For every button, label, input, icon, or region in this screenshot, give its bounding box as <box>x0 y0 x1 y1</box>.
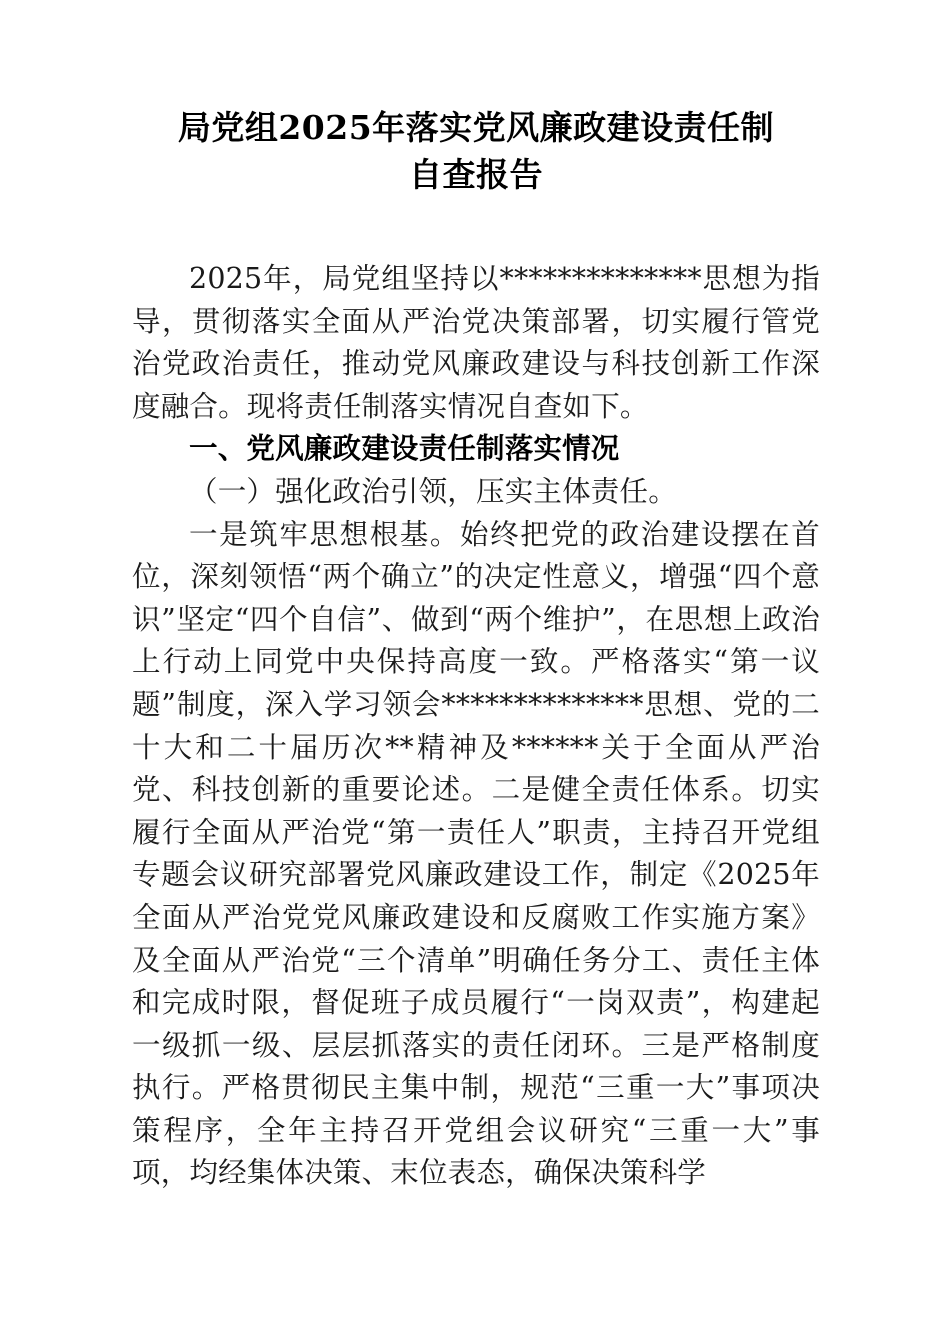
page-title-line-2: 自查报告 <box>409 155 543 194</box>
document-content <box>132 0 820 1195</box>
sub-heading-1: （一）强化政治引领，压实主体责任。 <box>189 474 677 508</box>
page-title <box>132 0 820 198</box>
section-heading-1: 一、党风廉政建设责任制落实情况 <box>189 432 620 466</box>
body-paragraph-1: 一是筑牢思想根基。始终把党的政治建设摆在首位，深刻领悟“两个确立”的决定性意义，增强“四个意识”坚定“四个自信”、做到“两个维护”，在思想上政治上行动上同党中央保持高度一致。严格落实“第一议题”制度，深入学习领会**************思想、党的二十大和二十届历次**精神及******关于全面从严治党、科技创新的重要论述。二是健全责任体系。切实履行全面从严治党“第一责任人”职责，主持召开党组专题会议研究部署党风廉政建设工作，制定《2025年全面从严治党党风廉政建设和反腐败工作实施方案》及全面从严治党“三个清单”明确任务分工、责任主体和完成时限，督促班子成员履行“一岗双责”，构建起一级抓一级、层层抓落实的责任闭环。三是严格制度执行。严格贯彻民主集中制，规范“三重一大”事项决策程序，全年主持召开党组会议研究“三重一大”事项，均经集体决策、末位表态，确保决策科学 <box>132 517 820 1190</box>
page-title-line-1: 局党组2025年落实党风廉政建设责任制 <box>177 108 775 147</box>
opening-paragraph: 2025年，局党组坚持以**************思想为指导，贯彻落实全面从严治党决策部署，切实履行管党治党政治责任，推动党风廉政建设与科技创新工作深度融合。现将责任制落实情况自查如下。 <box>132 262 820 423</box>
